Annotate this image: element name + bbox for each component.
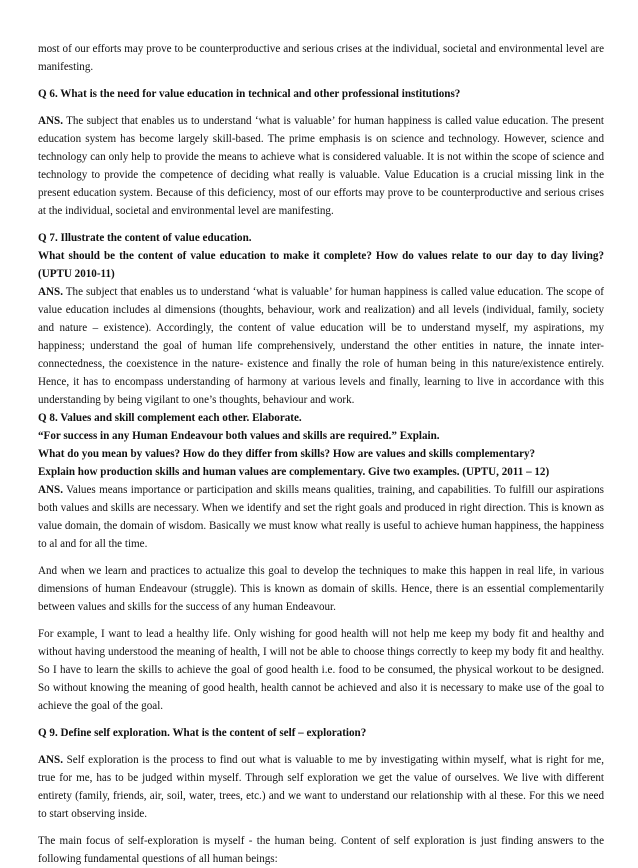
q9-answer-paragraph (38, 751, 604, 823)
q6-question: Q 6. What is the need for value education in technical and other professional institutions? (38, 88, 461, 100)
q8-answer-paragraph (38, 481, 604, 553)
q6-answer-paragraph (38, 112, 604, 220)
q8-ans-label: ANS. (38, 484, 63, 496)
q8-answer-text: Values means importance or participation and skills means qualities, training, and capabilities. To fulfill our aspirations both values and skills are necessary. When we identify and set the right goals and produced in right direction. This is known as value domain, the domain of wisdom. Basically we must know what really is useful to achieve human happiness, the happiness to al and for all the time. (38, 484, 604, 550)
q9-paragraph-2: The main focus of self-exploration is myself - the human being. Content of self exploration is just finding answers to the following fundamental questions of all human beings: (38, 835, 604, 865)
q7-question: Q 7. Illustrate the content of value education. (38, 232, 252, 244)
q9-ans-label: ANS. (38, 754, 63, 766)
q7-subquestion: What should be the content of value education to make it complete? How do values relate to our day to day living? (UPTU 2010-11) (38, 250, 604, 280)
q8-subquestion-1: “For success in any Human Endeavour both values and skills are required.” Explain. (38, 430, 440, 442)
q8-paragraph-2: And when we learn and practices to actualize this goal to develop the techniques to make this happen in real life, in various dimensions of human Endeavour (struggle). This is known as domain of skills. Hence, there is an essential complementarily between values and skills for the success of any human Endeavour. (38, 565, 604, 613)
q8-subquestion-3: Explain how production skills and human values are complementary. Give two examples. (UPTU, 2011 – 12) (38, 466, 550, 478)
q9-question: Q 9. Define self exploration. What is the content of self – exploration? (38, 727, 367, 739)
q8-subquestion-2: What do you mean by values? How do they differ from skills? How are values and skills complementary? (38, 448, 536, 460)
q7-answer-paragraph (38, 283, 604, 409)
intro-paragraph: most of our efforts may prove to be counterproductive and serious crises at the individual, societal and environmental level are manifesting. (38, 43, 604, 73)
q7-answer-text: The subject that enables us to understand ‘what is valuable’ for human happiness is called value education. The scope of value education includes al dimensions (thoughts, behaviour, work and realization) and all levels (individual, family, society and nature – existence). Accordingly, the content of value education will be to understand myself, my aspirations, my happiness; understand the goal of human life comprehensively, understand the other entities in nature, the innate inter-connectedness, the coexistence in the nature- existence and finally the role of human being in this nature/existence entirely. Hence, it has to encompass understanding of harmony at various levels and finally, learning to live in accordance with this understanding by being vigilant to one’s thoughts, behaviour and work. (38, 286, 604, 406)
q7-ans-label: ANS. (38, 286, 63, 298)
q6-ans-label: ANS. (38, 115, 63, 127)
q9-answer-text: Self exploration is the process to find out what is valuable to me by investigating within myself, what is right for me, true for me, has to be judged within myself. Through self exploration we get the value of ourselves. We live with different entirety (family, friends, air, soil, water, trees, etc.) and we want to understand our relationship with al these. For this we need to start observing inside. (38, 754, 604, 820)
q8-question: Q 8. Values and skill complement each other. Elaborate. (38, 412, 302, 424)
q8-paragraph-3: For example, I want to lead a healthy life. Only wishing for good health will not help me keep my body fit and healthy and without having understood the meaning of health, I will not be able to choose things correctly to keep my body fit and healthy. So I have to learn the skills to achieve the goal of good health i.e. food to be consumed, the physical workout to be designed. So without knowing the meaning of good health, health cannot be achieved and also it is necessary to make use of the goal to achieve the goal of the goal. (38, 628, 604, 712)
q6-answer-text: The subject that enables us to understand ‘what is valuable’ for human happiness is called value education. The present education system has become largely skill-based. The prime emphasis is on science and technology. However, science and technology can only help to provide the means to achieve what is considered valuable. It is not within the scope of science and technology to provide the competence of deciding what really is valuable. Value Education is a crucial missing link in the present education system. Because of this deficiency, most of our efforts may prove to be counterproductive and serious crises at the individual, societal and environmental level are manifesting. (38, 115, 604, 217)
